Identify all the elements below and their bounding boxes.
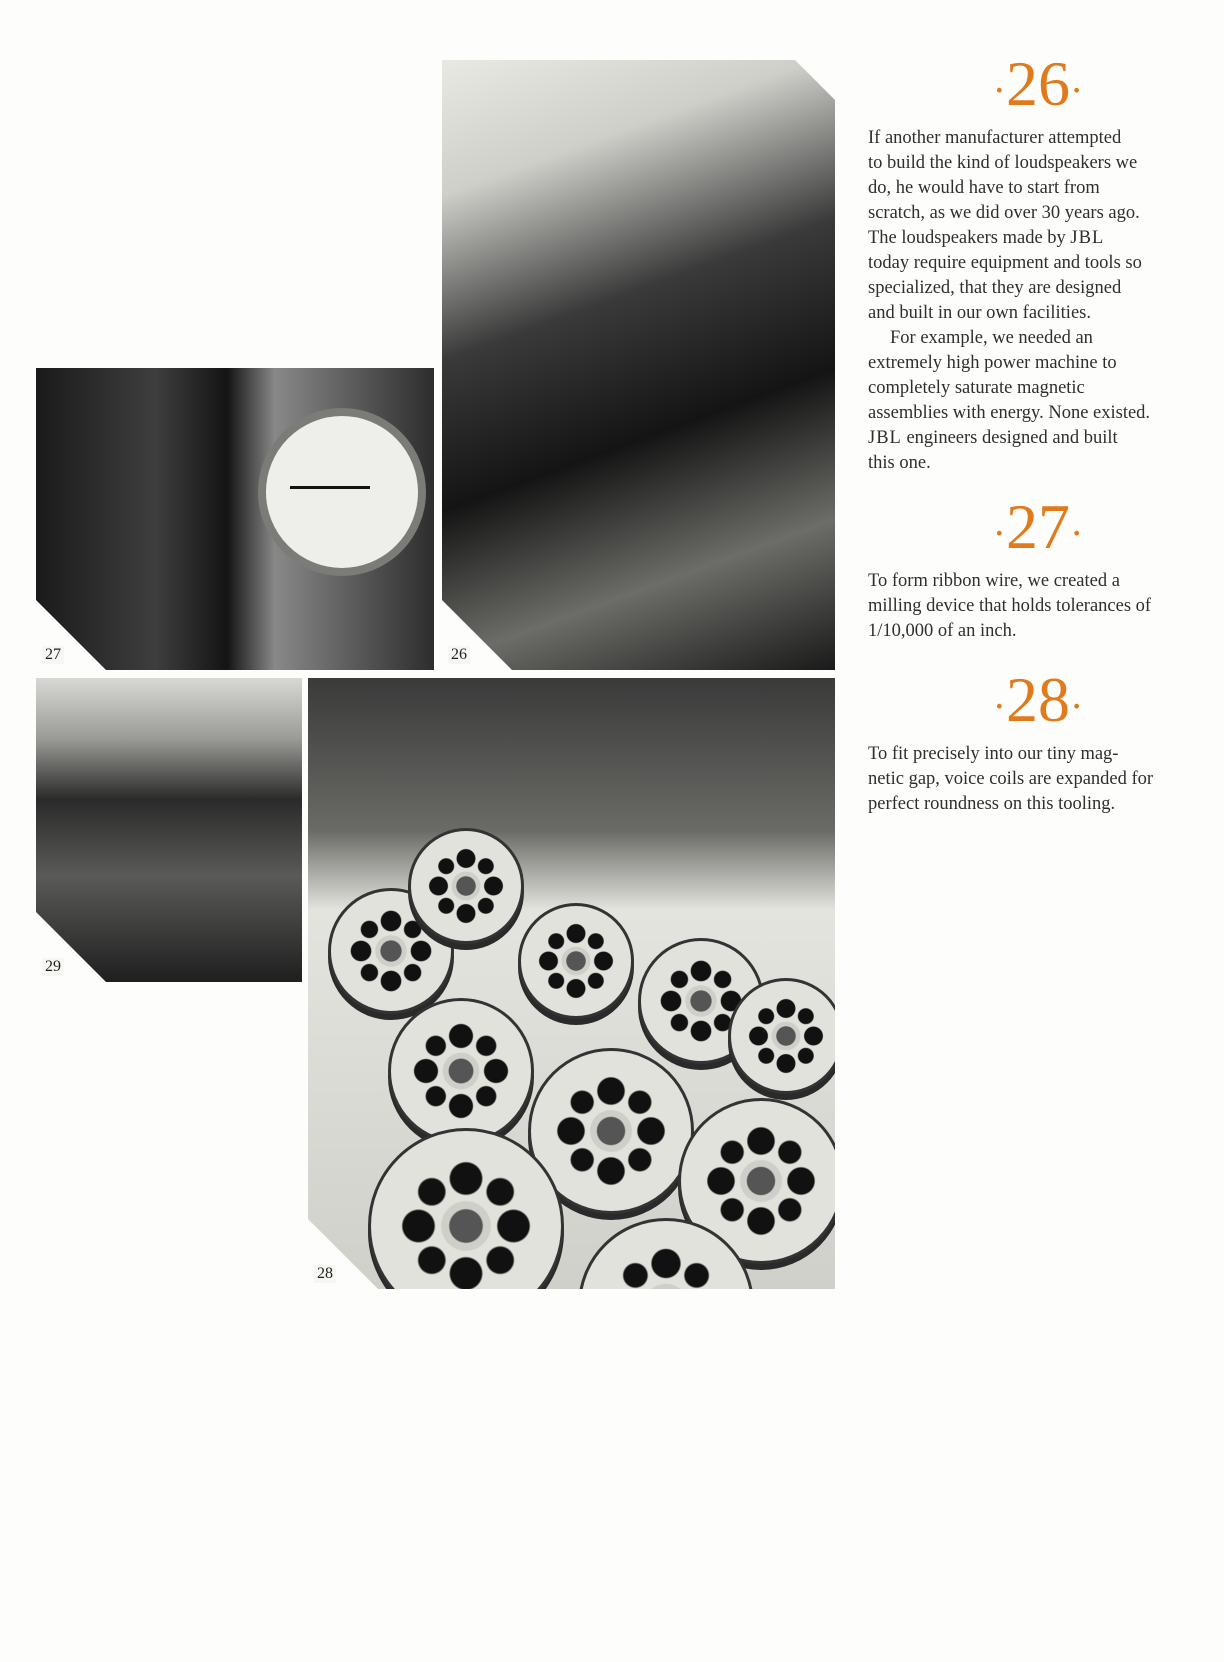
photo-caption-28: 28 [314, 1265, 336, 1283]
section-27 [868, 491, 1208, 644]
photo-28-voice-coil-reels [308, 678, 835, 1289]
photo-caption-29: 29 [42, 958, 64, 976]
section-number-27: ·27· [992, 491, 1084, 562]
reel [388, 998, 534, 1144]
photo-26-magnetizer-machine [442, 60, 835, 670]
photo-caption-26: 26 [448, 646, 470, 664]
section-28-paragraph: To fit precisely into our tiny mag- netic gap, voice coils are expanded for perfect roundness on this tooling. [868, 744, 1154, 814]
photo-corner-cut [795, 60, 835, 100]
section-26-paragraph-1: If another manufacturer attempted to build the kind of loudspeakers we do, he would have to start from scratch, as we did over 30 years ago. The loudspeakers made by JBL today require equipment and tools so specialized, that they are designed and built in our own facilities. [868, 128, 1142, 323]
dial-gauge [258, 408, 426, 576]
brand-jbl: JBL [868, 428, 902, 448]
section-27-paragraph: To form ribbon wire, we created a milling device that holds tolerances of 1/10,000 of an inch. [868, 571, 1152, 641]
section-number-28: ·28· [992, 664, 1084, 735]
photo-caption-27: 27 [42, 646, 64, 664]
reel [408, 828, 524, 944]
section-28 [868, 664, 1208, 817]
photo-29-coil-tooling [36, 678, 302, 982]
gauge-needle [290, 486, 370, 489]
photo-27-dial-gauge [36, 368, 434, 670]
reel [728, 978, 835, 1094]
reel [518, 903, 634, 1019]
section-26 [868, 48, 1208, 476]
section-26-paragraph-2: For example, we needed an extremely high power machine to completely saturate magnetic assemblies with energy. None existed. JBL engineers designed and built this one. [868, 328, 1151, 473]
brand-jbl: JBL [1070, 228, 1105, 248]
section-number-26: ·26· [992, 48, 1084, 119]
